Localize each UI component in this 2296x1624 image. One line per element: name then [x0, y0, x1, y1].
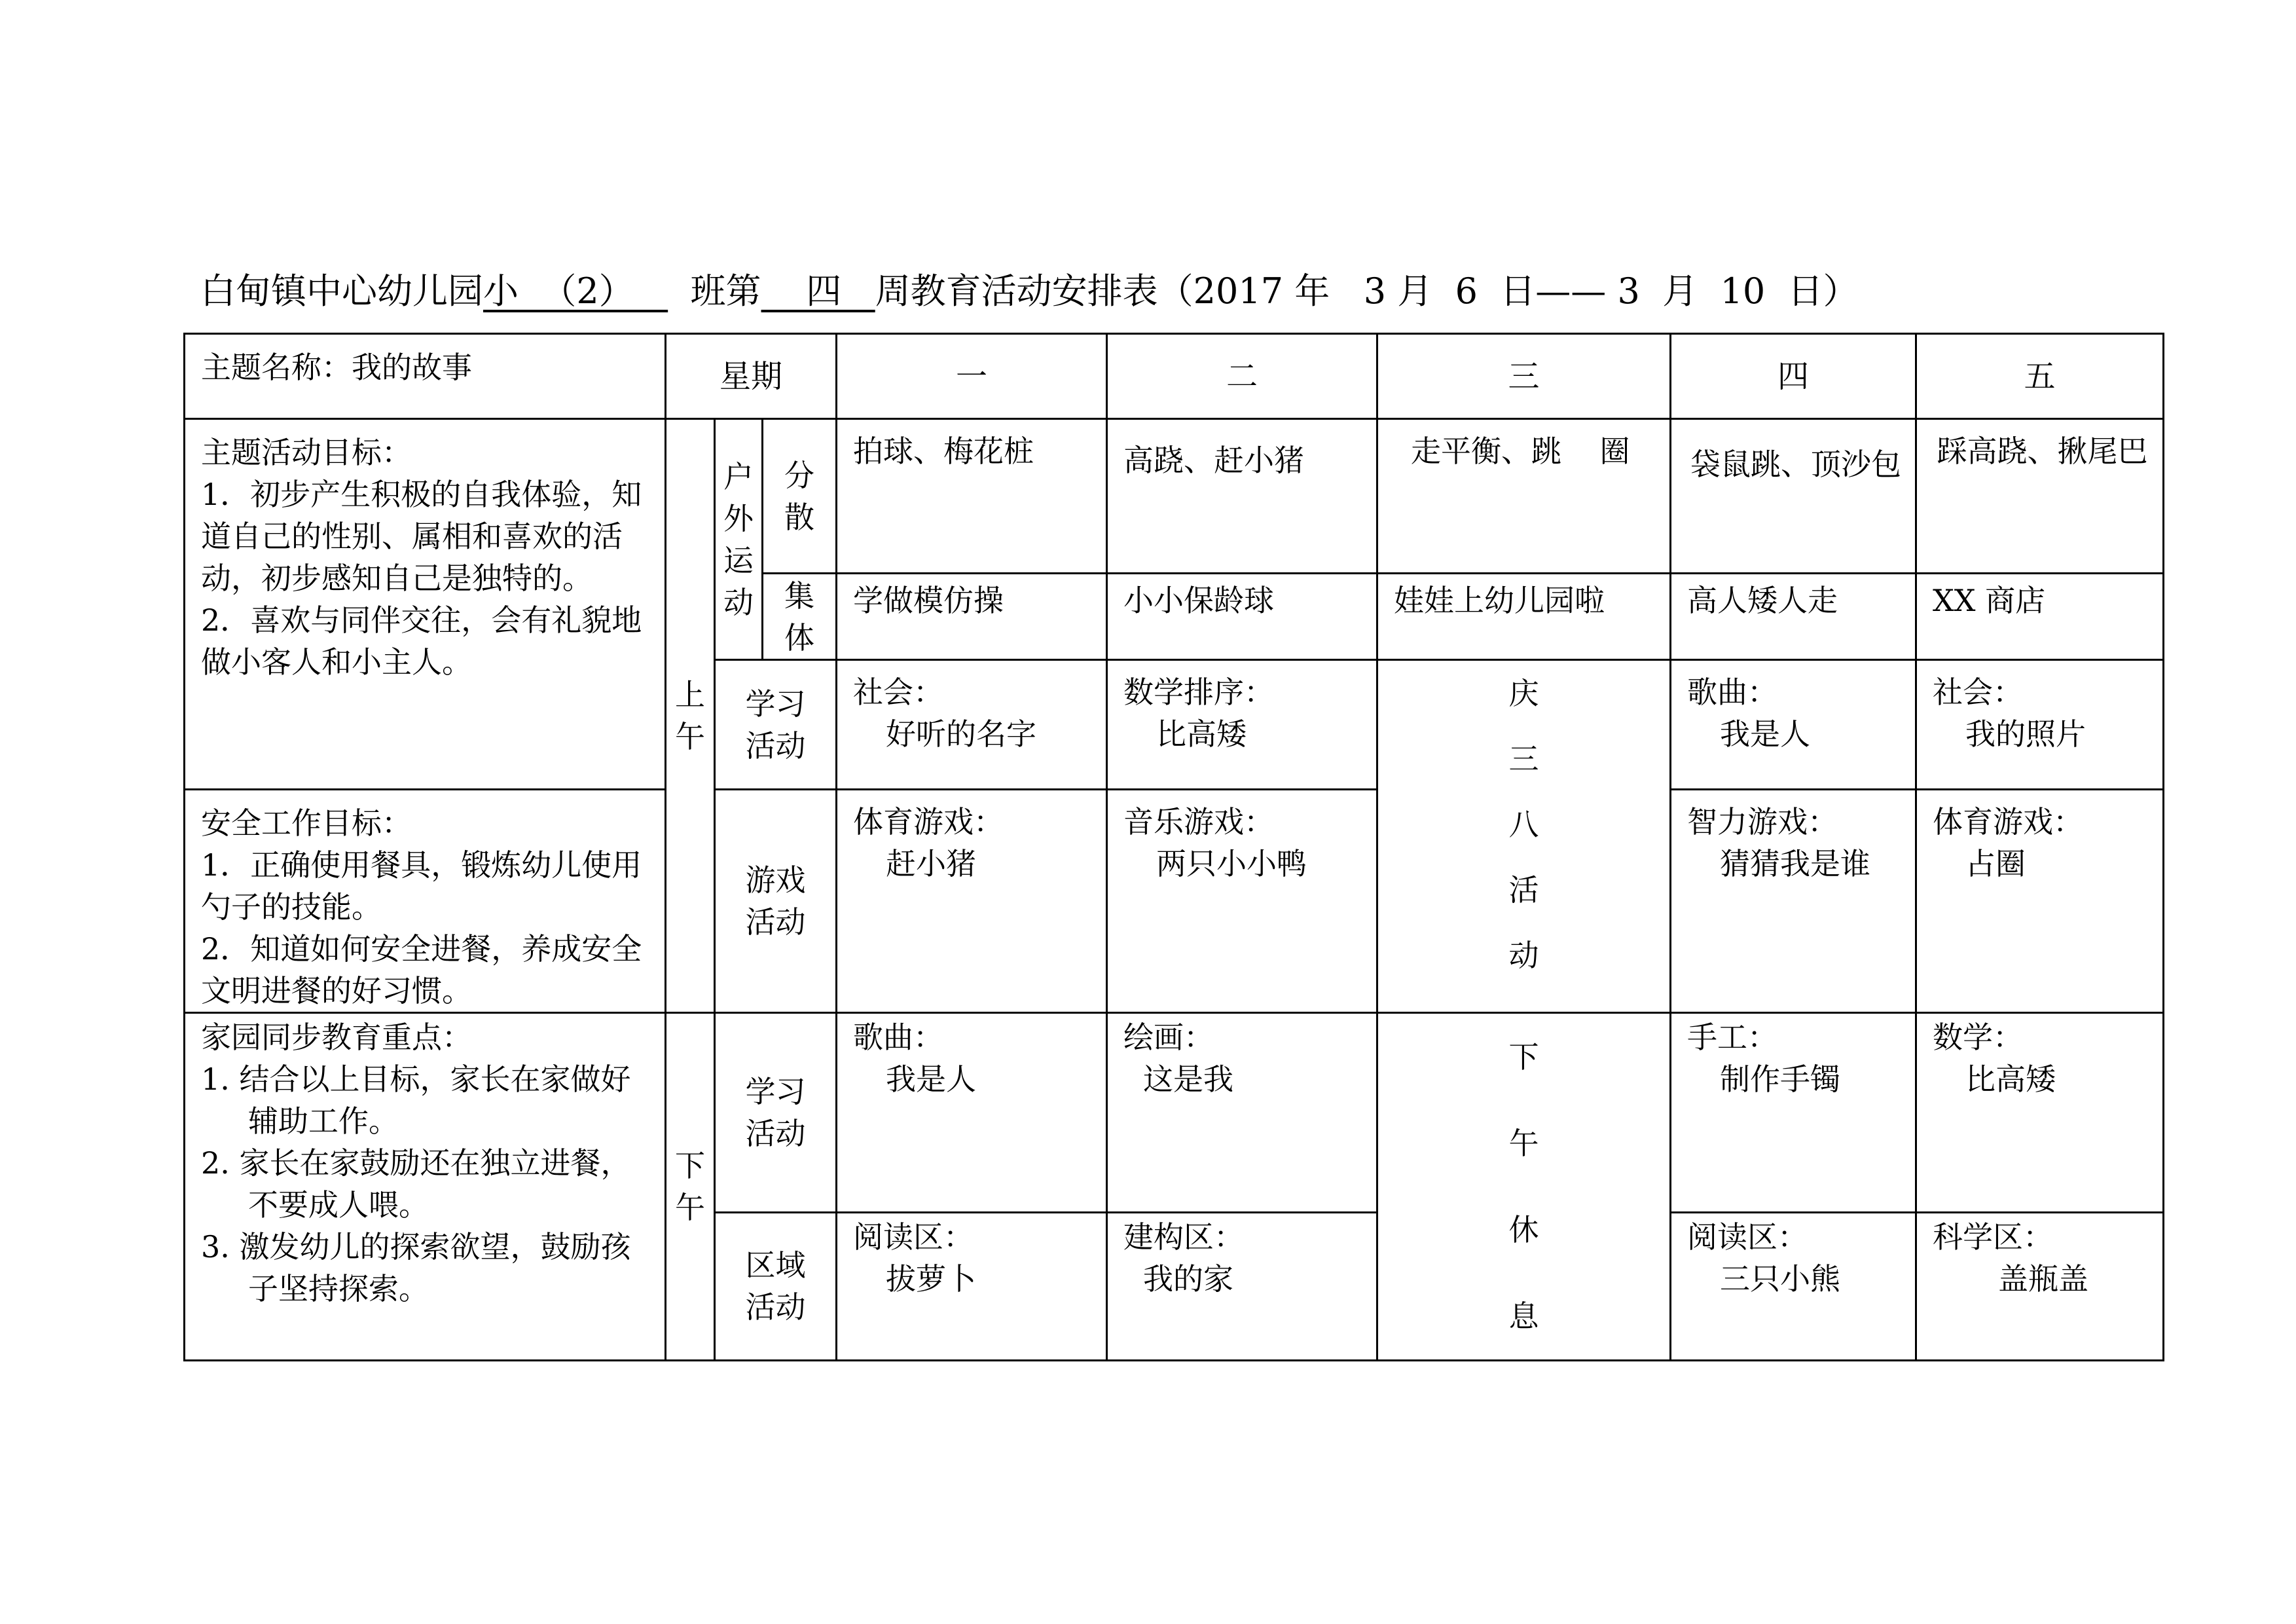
- pm-study-5: 数学： 比高矮: [1916, 1013, 2164, 1213]
- outdoor-label: 户外运动: [715, 419, 763, 660]
- scatter-activity-1: 拍球、梅花桩: [837, 419, 1107, 574]
- safety-item: 1．正确使用餐具，锻炼幼儿使用勺子的技能。: [201, 847, 642, 925]
- am-study-5: 社会： 我的照片: [1916, 660, 2164, 790]
- day-header-3: 三: [1377, 334, 1671, 419]
- week-value: 四: [761, 270, 875, 312]
- home-item: 3. 激发幼儿的探索欲望，鼓励孩子坚持探索。: [201, 1229, 631, 1306]
- wed-am-event: 庆 三 八 活 动: [1377, 660, 1671, 1013]
- scatter-activity-5: 踩高跷、揪尾巴: [1916, 419, 2164, 574]
- weekday-label: 星期: [666, 334, 837, 419]
- wed-pm-rest: 下 午 休 息: [1377, 1013, 1671, 1361]
- title-mid: 班第: [668, 270, 761, 312]
- pm-study-label: 学习活动: [715, 1013, 837, 1213]
- goals-title: 主题活动目标：: [201, 435, 412, 470]
- am-study-1: 社会： 好听的名字: [837, 660, 1107, 790]
- day-header-5: 五: [1916, 334, 2164, 419]
- am-game-1: 体育游戏： 赶小猪: [837, 790, 1107, 1013]
- group-label: 集体: [763, 574, 837, 660]
- page-title: [200, 262, 2230, 321]
- am-game-5: 体育游戏： 占圈: [1916, 790, 2164, 1013]
- pm-area-label: 区域活动: [715, 1212, 837, 1360]
- theme-goals-cell: [185, 419, 666, 790]
- goal-item: 1．初步产生积极的自我体验，知道自己的性别、属相和喜欢的活动，初步感知自己是独特的。: [201, 477, 642, 596]
- pm-area-1: 阅读区： 拔萝卜: [837, 1212, 1107, 1360]
- class-value: 小 （2）: [483, 270, 668, 312]
- am-study-2: 数学排序： 比高矮: [1107, 660, 1377, 790]
- schedule-table: [183, 333, 2164, 1361]
- day-header-2: 二: [1107, 334, 1377, 419]
- group-activity-4: 高人矮人走: [1671, 574, 1916, 660]
- home-focus-cell: [185, 1013, 666, 1361]
- safety-item: 2．知道如何安全进餐，养成安全文明进餐的好习惯。: [201, 931, 642, 1008]
- scatter-activity-3: 走平衡、跳 圈: [1377, 419, 1671, 574]
- group-activity-5: XX 商店: [1916, 574, 2164, 660]
- morning-label: 上午: [666, 419, 715, 1013]
- pm-study-1: 歌曲： 我是人: [837, 1013, 1107, 1213]
- pm-study-2: 绘画： 这是我: [1107, 1013, 1377, 1213]
- am-game-label: 游戏活动: [715, 790, 837, 1013]
- goal-item: 2．喜欢与同伴交往，会有礼貌地做小客人和小主人。: [201, 602, 642, 680]
- home-item: 2. 家长在家鼓励还在独立进餐，不要成人喂。: [201, 1145, 631, 1223]
- home-title: 家园同步教育重点：: [201, 1020, 472, 1055]
- am-game-2: 音乐游戏： 两只小小鸭: [1107, 790, 1377, 1013]
- day-header-1: 一: [837, 334, 1107, 419]
- scatter-activity-4: 袋鼠跳、顶沙包: [1671, 419, 1916, 574]
- am-study-label: 学习活动: [715, 660, 837, 790]
- theme-name-cell: 主题名称：我的故事: [185, 334, 666, 419]
- am-game-4: 智力游戏： 猜猜我是谁: [1671, 790, 1916, 1013]
- scatter-label: 分散: [763, 419, 837, 574]
- scatter-activity-2: 高跷、赶小猪: [1107, 419, 1377, 574]
- title-prefix: 白甸镇中心幼儿园: [200, 270, 483, 312]
- group-activity-2: 小小保龄球: [1107, 574, 1377, 660]
- group-activity-3: 娃娃上幼儿园啦: [1377, 574, 1671, 660]
- safety-title: 安全工作目标：: [201, 805, 412, 841]
- day-header-4: 四: [1671, 334, 1916, 419]
- am-study-4: 歌曲： 我是人: [1671, 660, 1916, 790]
- afternoon-label: 下午: [666, 1013, 715, 1361]
- title-suffix: 周教育活动安排表（2017 年 3 月 6 日—— 3 月 10 日）: [875, 270, 1859, 312]
- pm-area-2: 建构区： 我的家: [1107, 1212, 1377, 1360]
- group-activity-1: 学做模仿操: [837, 574, 1107, 660]
- pm-area-5: 科学区： 盖瓶盖: [1916, 1212, 2164, 1360]
- pm-study-4: 手工： 制作手镯: [1671, 1013, 1916, 1213]
- pm-area-4: 阅读区： 三只小熊: [1671, 1212, 1916, 1360]
- safety-goals-cell: [185, 790, 666, 1013]
- home-item: 1. 结合以上目标，家长在家做好辅助工作。: [201, 1061, 631, 1139]
